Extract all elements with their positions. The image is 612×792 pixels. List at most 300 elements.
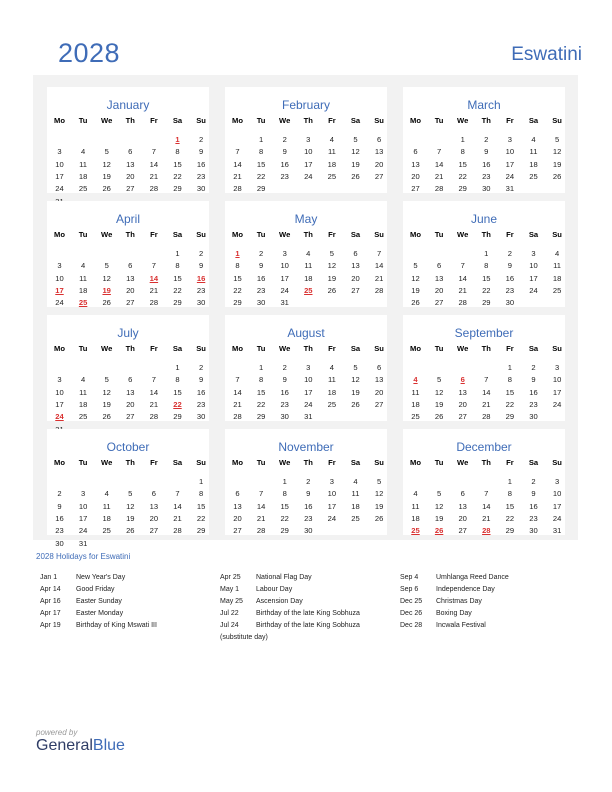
day-cell: 8 — [282, 489, 287, 499]
holiday-date: Jul 22 — [220, 610, 239, 617]
day-cell: 29 — [256, 184, 266, 194]
day-cell: 7 — [484, 375, 489, 385]
holiday-day: 14 — [149, 273, 159, 283]
day-cell: 15 — [256, 387, 266, 397]
weekday-header: Tu — [434, 230, 444, 239]
day-cell: 20 — [126, 171, 135, 181]
weekday-header: Fr — [506, 116, 514, 125]
day-cell: 28 — [173, 526, 182, 536]
day-cell: 19 — [434, 513, 444, 523]
day-cell: 27 — [149, 526, 159, 536]
day-cell: 31 — [280, 298, 289, 308]
day-cell: 12 — [351, 147, 360, 157]
day-cell: 15 — [233, 273, 242, 283]
day-cell: 10 — [505, 147, 515, 157]
holiday-day: 1 — [235, 249, 240, 258]
month-name: October — [106, 440, 150, 454]
day-cell: 17 — [280, 273, 289, 283]
day-cell: 23 — [196, 399, 206, 409]
day-cell: 18 — [78, 171, 88, 181]
day-cell: 14 — [434, 159, 444, 169]
day-cell: 4 — [80, 147, 86, 157]
holiday-day: 25 — [78, 298, 88, 308]
holiday-date: Dec 25 — [400, 598, 423, 605]
day-cell: 24 — [55, 184, 64, 194]
weekday-header: Th — [125, 116, 135, 125]
day-cell: 5 — [104, 375, 109, 385]
day-cell: 11 — [304, 261, 313, 271]
day-cell: 2 — [198, 363, 204, 372]
day-cell: 29 — [458, 184, 467, 194]
day-cell: 1 — [507, 363, 512, 372]
weekday-header: Su — [552, 230, 562, 239]
month-may — [225, 201, 387, 307]
day-cell: 10 — [552, 489, 562, 499]
day-cell: 19 — [434, 399, 444, 409]
weekday-header: Mo — [232, 458, 243, 467]
day-cell: 15 — [173, 273, 182, 283]
day-cell: 31 — [78, 538, 88, 548]
day-cell: 17 — [55, 399, 64, 409]
day-cell: 19 — [102, 171, 111, 181]
day-cell: 16 — [256, 273, 266, 283]
holiday-name: National Flag Day — [256, 574, 312, 581]
day-cell: 28 — [256, 526, 266, 536]
day-cell: 28 — [233, 184, 242, 194]
holiday-day: 24 — [55, 412, 64, 422]
day-cell: 4 — [353, 477, 358, 486]
day-cell: 2 — [306, 477, 311, 486]
day-cell: 6 — [353, 249, 358, 258]
day-cell: 23 — [529, 399, 538, 409]
day-cell: 9 — [306, 489, 311, 499]
holiday-date: May 25 — [220, 598, 243, 605]
day-cell: 12 — [374, 489, 384, 499]
weekday-header: Mo — [54, 344, 65, 353]
day-cell: 28 — [374, 285, 384, 295]
weekday-header: Sa — [172, 116, 183, 125]
day-cell: 9 — [57, 501, 62, 511]
day-cell: 25 — [351, 513, 360, 523]
day-cell: 15 — [256, 159, 266, 169]
day-cell: 7 — [235, 147, 240, 157]
day-cell: 21 — [482, 399, 491, 409]
day-cell: 12 — [434, 387, 444, 397]
day-cell: 16 — [529, 501, 538, 511]
weekday-header: Fr — [150, 458, 158, 467]
weekday-header: Su — [552, 344, 562, 353]
weekday-header: Th — [481, 230, 491, 239]
day-cell: 28 — [482, 412, 491, 422]
day-cell: 7 — [151, 261, 156, 271]
day-cell: 12 — [327, 261, 337, 271]
day-cell: 17 — [552, 501, 562, 511]
day-cell: 22 — [505, 513, 515, 523]
day-cell: 9 — [484, 147, 489, 157]
day-cell: 18 — [78, 285, 88, 295]
day-cell: 25 — [327, 171, 337, 181]
weekday-header: Su — [374, 230, 384, 239]
day-cell: 21 — [149, 171, 159, 181]
day-cell: 16 — [482, 159, 491, 169]
day-cell: 14 — [458, 273, 467, 283]
holiday-date: Sep 6 — [400, 586, 419, 593]
day-cell: 31 — [505, 184, 515, 194]
weekday-header: We — [279, 230, 291, 239]
day-cell: 24 — [304, 399, 313, 409]
day-cell: 5 — [436, 375, 442, 385]
day-cell: 10 — [304, 147, 313, 157]
day-cell: 30 — [280, 412, 289, 422]
day-cell: 29 — [196, 526, 206, 536]
holiday-name: Incwala Festival — [436, 622, 486, 629]
day-cell: 21 — [173, 513, 182, 523]
day-cell: 27 — [374, 171, 384, 181]
day-cell: 28 — [149, 298, 159, 308]
weekday-header: Su — [196, 344, 206, 353]
day-cell: 9 — [507, 261, 512, 271]
day-cell: 14 — [256, 501, 266, 511]
day-cell: 6 — [376, 135, 382, 144]
weekday-header: Fr — [506, 458, 514, 467]
day-cell: 18 — [411, 513, 420, 523]
day-cell: 29 — [233, 298, 242, 308]
weekday-header: Mo — [410, 116, 421, 125]
holiday-day: 16 — [196, 273, 206, 283]
month-name: April — [115, 212, 140, 226]
day-cell: 15 — [280, 501, 289, 511]
holiday-name: Easter Sunday — [76, 598, 122, 605]
day-cell: 4 — [306, 249, 311, 258]
day-cell: 8 — [258, 375, 264, 385]
day-cell: 3 — [554, 363, 560, 372]
day-cell: 25 — [78, 184, 88, 194]
holiday-name: Easter Monday — [76, 610, 124, 617]
day-cell: 30 — [55, 538, 64, 548]
day-cell: 21 — [482, 513, 491, 523]
day-cell: 19 — [102, 399, 111, 409]
day-cell: 2 — [282, 135, 287, 144]
day-cell: 20 — [149, 513, 159, 523]
day-cell: 18 — [529, 159, 538, 169]
weekday-header: Sa — [172, 344, 183, 353]
day-cell: 8 — [484, 261, 489, 271]
day-cell: 24 — [304, 171, 313, 181]
day-cell: 6 — [128, 261, 133, 271]
day-cell: 11 — [411, 501, 420, 511]
day-cell: 28 — [434, 184, 444, 194]
day-cell: 2 — [258, 249, 264, 258]
day-cell: 9 — [198, 147, 204, 157]
day-cell: 2 — [531, 477, 536, 486]
holiday-date: Sep 4 — [400, 574, 419, 581]
day-cell: 12 — [102, 387, 111, 397]
day-cell: 3 — [57, 147, 62, 157]
day-cell: 17 — [529, 273, 538, 283]
day-cell: 16 — [304, 501, 313, 511]
day-cell: 8 — [235, 261, 240, 271]
day-cell: 2 — [282, 363, 287, 372]
weekday-header: Sa — [528, 230, 539, 239]
day-cell: 19 — [351, 387, 360, 397]
weekday-header: Th — [125, 344, 135, 353]
day-cell: 9 — [531, 489, 536, 499]
weekday-header: Su — [196, 458, 206, 467]
weekday-header: Th — [125, 458, 135, 467]
day-cell: 7 — [151, 147, 156, 157]
day-cell: 31 — [304, 412, 313, 422]
weekday-header: We — [101, 116, 113, 125]
weekday-header: Tu — [256, 458, 266, 467]
day-cell: 16 — [196, 387, 206, 397]
generalblue-logo[interactable] — [36, 737, 125, 755]
day-cell: 5 — [128, 489, 133, 499]
day-cell: 5 — [329, 249, 334, 258]
holiday-date: Apr 25 — [220, 574, 241, 581]
day-cell: 29 — [280, 526, 289, 536]
day-cell: 5 — [554, 135, 560, 144]
day-cell: 10 — [55, 387, 64, 397]
weekday-header: Fr — [328, 230, 336, 239]
weekday-header: Th — [303, 230, 313, 239]
day-cell: 25 — [411, 412, 420, 422]
day-cell: 1 — [507, 477, 512, 486]
day-cell: 7 — [460, 261, 465, 271]
day-cell: 11 — [79, 273, 88, 283]
day-cell: 8 — [460, 147, 465, 157]
holiday-day: 26 — [434, 526, 444, 536]
day-cell: 23 — [196, 285, 206, 295]
day-cell: 13 — [374, 375, 384, 385]
holiday-day: 28 — [482, 526, 491, 536]
holiday-name: Ascension Day — [256, 598, 303, 605]
month-march — [403, 87, 565, 193]
day-cell: 8 — [175, 147, 180, 157]
calendar-year: 2028 — [58, 38, 121, 68]
weekday-header: We — [101, 230, 113, 239]
day-cell: 20 — [126, 399, 135, 409]
day-cell: 5 — [353, 135, 358, 144]
day-cell: 10 — [304, 375, 313, 385]
month-october — [47, 429, 209, 548]
day-cell: 5 — [436, 489, 442, 499]
day-cell: 5 — [104, 261, 109, 271]
day-cell: 27 — [351, 285, 360, 295]
day-cell: 6 — [128, 375, 133, 385]
holiday-day: 22 — [173, 399, 182, 409]
day-cell: 24 — [327, 513, 337, 523]
day-cell: 7 — [376, 249, 382, 258]
day-cell: 22 — [173, 171, 182, 181]
weekday-header: Mo — [410, 230, 421, 239]
day-cell: 23 — [304, 513, 313, 523]
day-cell: 6 — [436, 261, 442, 271]
weekday-header: Sa — [528, 458, 539, 467]
day-cell: 6 — [413, 147, 418, 157]
day-cell: 21 — [256, 513, 266, 523]
day-cell: 25 — [552, 285, 562, 295]
weekday-header: We — [279, 458, 291, 467]
weekday-header: We — [279, 116, 291, 125]
holiday-day: 17 — [55, 285, 64, 295]
day-cell: 3 — [57, 261, 62, 271]
day-cell: 3 — [80, 489, 86, 499]
holiday-day: 1 — [175, 135, 180, 144]
day-cell: 8 — [507, 489, 512, 499]
holiday-day: 6 — [460, 375, 465, 385]
day-cell: 23 — [196, 171, 206, 181]
holiday-date: Apr 19 — [40, 622, 61, 629]
weekday-header: Tu — [78, 458, 88, 467]
weekday-header: We — [101, 344, 113, 353]
day-cell: 3 — [306, 363, 311, 372]
day-cell: 23 — [280, 399, 289, 409]
day-cell: 9 — [282, 375, 287, 385]
day-cell: 19 — [327, 273, 337, 283]
day-cell: 20 — [458, 399, 467, 409]
month-june — [403, 201, 565, 307]
day-cell: 27 — [434, 298, 444, 308]
day-cell: 30 — [505, 298, 515, 308]
day-cell: 28 — [233, 412, 242, 422]
day-cell: 30 — [529, 412, 538, 422]
day-cell: 27 — [374, 399, 384, 409]
day-cell: 24 — [280, 285, 289, 295]
day-cell: 30 — [529, 526, 538, 536]
holiday-day: 19 — [102, 285, 111, 295]
weekday-header: Fr — [328, 116, 336, 125]
day-cell: 13 — [458, 387, 467, 397]
weekday-header: Su — [552, 458, 562, 467]
day-cell: 20 — [351, 273, 360, 283]
day-cell: 28 — [458, 298, 467, 308]
day-cell: 21 — [149, 399, 159, 409]
day-cell: 18 — [351, 501, 360, 511]
day-cell: 19 — [374, 501, 384, 511]
weekday-header: Th — [481, 344, 491, 353]
day-cell: 12 — [102, 159, 111, 169]
holiday-date: Dec 26 — [400, 610, 423, 617]
day-cell: 23 — [256, 285, 266, 295]
month-name: January — [106, 98, 150, 112]
weekday-header: Tu — [256, 230, 266, 239]
day-cell: 26 — [102, 412, 111, 422]
weekday-header: Su — [374, 116, 384, 125]
day-cell: 14 — [482, 387, 491, 397]
weekday-header: Sa — [350, 230, 361, 239]
weekday-header: Th — [303, 344, 313, 353]
day-cell: 2 — [531, 363, 536, 372]
day-cell: 8 — [258, 147, 264, 157]
day-cell: 17 — [327, 501, 337, 511]
weekday-header: Tu — [434, 458, 444, 467]
day-cell: 24 — [529, 285, 538, 295]
day-cell: 20 — [374, 159, 384, 169]
weekday-header: Sa — [350, 458, 361, 467]
month-name: June — [470, 212, 498, 226]
weekday-header: Fr — [150, 230, 158, 239]
day-cell: 28 — [149, 184, 159, 194]
weekday-header: Tu — [78, 116, 88, 125]
day-cell: 11 — [79, 159, 88, 169]
day-cell: 26 — [434, 412, 444, 422]
day-cell: 22 — [505, 399, 515, 409]
day-cell: 16 — [280, 387, 289, 397]
day-cell: 16 — [505, 273, 515, 283]
weekday-header: Tu — [434, 344, 444, 353]
day-cell: 13 — [351, 261, 360, 271]
holiday-date: Apr 17 — [40, 610, 61, 617]
day-cell: 2 — [484, 135, 489, 144]
month-name: December — [456, 440, 512, 454]
day-cell: 22 — [256, 399, 266, 409]
day-cell: 29 — [505, 526, 515, 536]
day-cell: 20 — [458, 513, 467, 523]
day-cell: 24 — [505, 171, 515, 181]
day-cell: 27 — [126, 298, 135, 308]
weekday-header: Th — [481, 116, 491, 125]
day-cell: 18 — [327, 387, 337, 397]
weekday-header: We — [279, 344, 291, 353]
day-cell: 12 — [434, 501, 444, 511]
day-cell: 22 — [458, 171, 467, 181]
weekday-header: Sa — [172, 230, 183, 239]
day-cell: 1 — [484, 249, 489, 258]
weekday-header: We — [457, 458, 469, 467]
day-cell: 29 — [173, 412, 182, 422]
weekday-header: Tu — [256, 344, 266, 353]
holiday-name: Labour Day — [256, 586, 293, 593]
day-cell: 22 — [280, 513, 289, 523]
day-cell: 27 — [458, 412, 467, 422]
weekday-header: We — [457, 230, 469, 239]
month-name: February — [281, 98, 331, 112]
day-cell: 6 — [460, 489, 465, 499]
day-cell: 20 — [126, 285, 135, 295]
day-cell: 3 — [329, 477, 334, 486]
day-cell: 11 — [529, 147, 538, 157]
day-cell: 26 — [411, 298, 420, 308]
day-cell: 13 — [458, 501, 467, 511]
day-cell: 15 — [482, 273, 491, 283]
day-cell: 8 — [175, 261, 180, 271]
day-cell: 19 — [126, 513, 135, 523]
day-cell: 28 — [149, 412, 159, 422]
holiday-day: 4 — [413, 375, 418, 385]
day-cell: 25 — [102, 526, 111, 536]
day-cell: 30 — [482, 184, 491, 194]
weekday-header: Tu — [434, 116, 444, 125]
day-cell: 16 — [196, 159, 206, 169]
day-cell: 13 — [126, 273, 135, 283]
day-cell: 14 — [233, 159, 242, 169]
day-cell: 3 — [507, 135, 512, 144]
day-cell: 11 — [553, 261, 562, 271]
weekday-header: We — [101, 458, 113, 467]
logo-blue: Blue — [92, 737, 125, 754]
day-cell: 22 — [233, 285, 242, 295]
day-cell: 20 — [411, 171, 420, 181]
holiday-name: Birthday of the late King Sobhuza — [256, 610, 360, 617]
weekday-header: Mo — [232, 230, 243, 239]
day-cell: 6 — [376, 363, 382, 372]
weekday-header: Th — [481, 458, 491, 467]
day-cell: 4 — [554, 249, 560, 258]
day-cell: 1 — [175, 363, 180, 372]
day-cell: 21 — [458, 285, 467, 295]
day-cell: 2 — [507, 249, 512, 258]
day-cell: 25 — [78, 412, 88, 422]
